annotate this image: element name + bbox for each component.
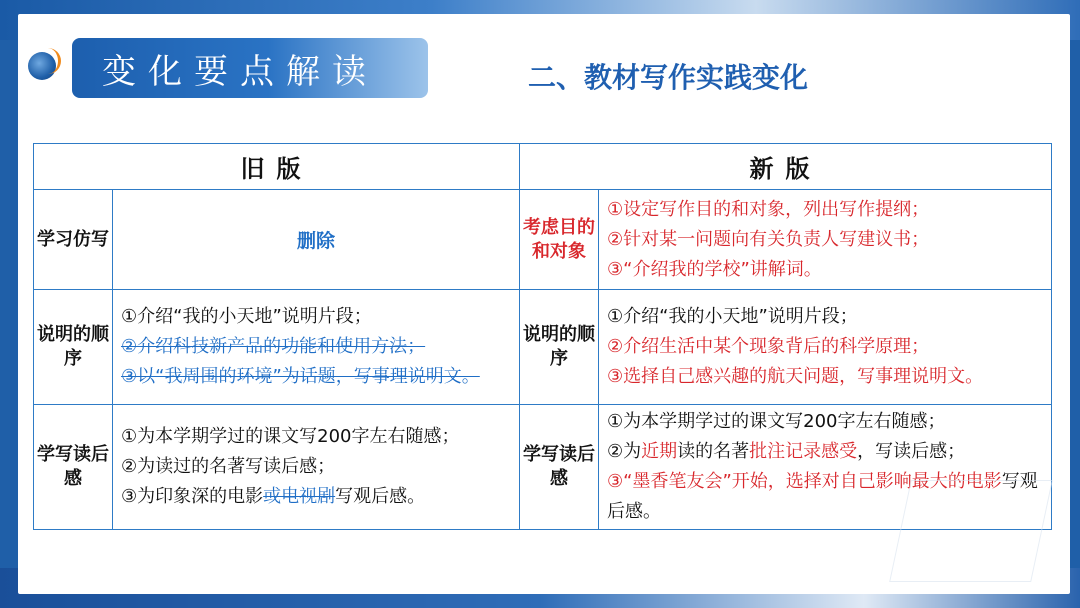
list-item: ③为印象深的电影或电视剧写观后感。: [121, 486, 426, 507]
list-item: ②针对某一问题向有关负责人写建议书；: [607, 228, 930, 250]
section-title: 二、教材写作实践变化: [528, 61, 809, 94]
new-row-label: 考虑目的和对象: [520, 190, 599, 290]
new-row-content: [599, 290, 1052, 405]
list-item: ②为近期读的名著批注记录感受，写读后感；: [607, 441, 966, 462]
list-item: ③选择自己感兴趣的航天问题，写事理说明文。: [607, 366, 984, 387]
list-item-struck: ③以“我周围的环境”为话题，写事理说明文。: [121, 366, 480, 387]
new-row-content: [599, 190, 1052, 290]
list-item: ①为本学期学过的课文写200字左右随感；: [121, 426, 460, 447]
new-row-label: 说明的顺序: [520, 290, 599, 405]
old-row-label: 学写读后感: [34, 405, 113, 530]
old-version-header: 旧版: [34, 144, 520, 190]
list-item: ①设定写作目的和对象，列出写作提纲；: [607, 198, 930, 220]
title-banner-text: 变化要点解读: [102, 51, 378, 92]
list-item: ①为本学期学过的课文写200字左右随感；: [607, 411, 946, 432]
new-row-label: 学写读后感: [520, 405, 599, 530]
old-row-label: 说明的顺序: [34, 290, 113, 405]
table-row: [34, 405, 1052, 530]
table-row: [34, 290, 1052, 405]
table-header-row: [34, 144, 1052, 190]
struck-text: 或电视剧: [263, 486, 336, 507]
new-version-header: 新版: [520, 144, 1052, 190]
list-item: ②介绍生活中某个现象背后的科学原理；: [607, 336, 930, 357]
list-item-struck: ②介绍科技新产品的功能和使用方法；: [121, 336, 426, 357]
comparison-table: [33, 143, 1052, 530]
old-row-content: [113, 290, 520, 405]
old-row-content: [113, 405, 520, 530]
list-item: ③“墨香笔友会”开始，选择对自己影响最大的电影写观后感。: [607, 471, 1038, 522]
list-item: ②为读过的名著写读后感；: [121, 456, 336, 477]
list-item: ①介绍“我的小天地”说明片段；: [607, 306, 858, 327]
old-row-deleted: 删除: [113, 190, 520, 290]
book-outline-icon: [889, 480, 1053, 582]
title-banner: [72, 38, 428, 98]
table-row: [34, 190, 1052, 290]
list-item: ③“介绍我的学校”讲解词。: [607, 258, 822, 280]
list-item: ①介绍“我的小天地”说明片段；: [121, 306, 372, 327]
old-row-label: 学习仿写: [34, 190, 113, 290]
